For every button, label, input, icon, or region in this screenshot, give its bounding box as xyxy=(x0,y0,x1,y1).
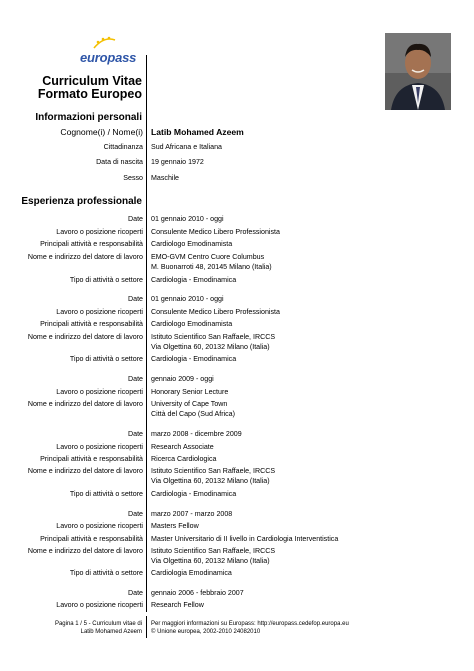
exp-value: EMO-GVM Centro Cuore Columbus xyxy=(151,253,265,261)
exp-value: Cardiologia - Emodinamica xyxy=(151,355,237,363)
exp-label: Lavoro o posizione ricoperti xyxy=(56,388,143,396)
exp-label: Date xyxy=(128,375,143,383)
exp-label: Lavoro o posizione ricoperti xyxy=(56,443,143,451)
exp-label: Date xyxy=(128,295,143,303)
personal-row-label: Cittadinanza xyxy=(103,143,143,151)
personal-row-label: Sesso xyxy=(123,174,143,182)
exp-value: 01 gennaio 2010 - oggi xyxy=(151,295,224,303)
exp-value: M. Buonarroti 48, 20145 Milano (Italia) xyxy=(151,263,272,271)
exp-value: Istituto Scientifico San Raffaele, IRCCS xyxy=(151,333,276,341)
exp-value: Honorary Senior Lecture xyxy=(151,388,229,396)
exp-value: Via Olgettina 60, 20132 Milano (Italia) xyxy=(151,477,270,485)
personal-row-label: Data di nascita xyxy=(96,158,143,166)
exp-value: Master Universitario di II livello in Cardiologia Interventistica xyxy=(151,535,339,543)
exp-label: Date xyxy=(128,215,143,223)
exp-label: Lavoro o posizione ricoperti xyxy=(56,228,143,236)
exp-value: 01 gennaio 2010 - oggi xyxy=(151,215,224,223)
exp-label: Tipo di attività o settore xyxy=(69,355,143,363)
exp-label: Date xyxy=(128,589,143,597)
personal-row-value: Maschile xyxy=(151,174,179,182)
exp-value: Masters Fellow xyxy=(151,522,199,530)
exp-value: Research Fellow xyxy=(151,601,204,609)
exp-value: Consulente Medico Libero Professionista xyxy=(151,308,280,316)
exp-label: Nome e indirizzo del datore di lavoro xyxy=(27,333,143,341)
exp-label: Tipo di attività o settore xyxy=(69,276,143,284)
exp-value: Istituto Scientifico San Raffaele, IRCCS xyxy=(151,547,276,555)
profile-photo xyxy=(385,33,451,110)
exp-label: Nome e indirizzo del datore di lavoro xyxy=(27,547,143,555)
exp-value: Research Associate xyxy=(151,443,214,451)
exp-value: Cardiologia Emodinamica xyxy=(151,569,232,577)
exp-label: Nome e indirizzo del datore di lavoro xyxy=(27,400,143,408)
footer-page-line1: Pagina 1 / 5 - Curriculum vitae di xyxy=(54,621,142,627)
footer-copyright: © Unione europea, 2002-2010 24082010 xyxy=(151,629,261,635)
exp-value: Via Olgettina 60, 20132 Milano (Italia) xyxy=(151,343,270,351)
logo-text-pass: pass xyxy=(107,50,137,65)
exp-label: Lavoro o posizione ricoperti xyxy=(56,601,143,609)
exp-value: University of Cape Town xyxy=(151,400,228,408)
logo-text-euro: euro xyxy=(80,50,108,65)
exp-value: Ricerca Cardiologica xyxy=(151,455,217,463)
exp-label: Principali attività e responsabilità xyxy=(40,455,143,463)
exp-label: Principali attività e responsabilità xyxy=(40,535,143,543)
footer-europass-link[interactable]: Per maggiori informazioni su Europass: http://europass.cedefop.europa.eu xyxy=(151,621,349,627)
exp-value: marzo 2007 - marzo 2008 xyxy=(151,510,233,518)
exp-label: Lavoro o posizione ricoperti xyxy=(56,522,143,530)
exp-value: Consulente Medico Libero Professionista xyxy=(151,228,280,236)
exp-label: Tipo di attività o settore xyxy=(69,490,143,498)
exp-value: Via Olgettina 60, 20132 Milano (Italia) xyxy=(151,557,270,565)
exp-label: Date xyxy=(128,430,143,438)
exp-value: Istituto Scientifico San Raffaele, IRCCS xyxy=(151,467,276,475)
stars-icon xyxy=(92,36,116,50)
footer-page-line2: Latib Mohamed Azeem xyxy=(80,629,142,635)
exp-value: gennaio 2009 - oggi xyxy=(151,375,214,383)
exp-value: Cardiologia - Emodinamica xyxy=(151,276,237,284)
exp-value: Cardiologia - Emodinamica xyxy=(151,490,237,498)
personal-row-value: Sud Africana e Italiana xyxy=(151,143,222,151)
exp-value: Città del Capo (Sud Africa) xyxy=(151,410,235,418)
exp-label: Date xyxy=(128,510,143,518)
footer-europass-info xyxy=(151,620,349,636)
cv-title-line1: Curriculum Vitae xyxy=(42,74,142,88)
exp-value: marzo 2008 - dicembre 2009 xyxy=(151,430,242,438)
europass-logo xyxy=(80,36,144,72)
footer-divider xyxy=(146,616,147,638)
personal-row-value: 19 gennaio 1972 xyxy=(151,158,204,166)
exp-label: Principali attività e responsabilità xyxy=(40,240,143,248)
exp-label: Nome e indirizzo del datore di lavoro xyxy=(27,253,143,261)
exp-label: Tipo di attività o settore xyxy=(69,569,143,577)
name-label: Cognome(i) / Nome(i) xyxy=(60,127,143,137)
exp-label: Nome e indirizzo del datore di lavoro xyxy=(27,467,143,475)
cv-title xyxy=(38,75,142,101)
section-personal-info: Informazioni personali xyxy=(35,112,142,123)
exp-value: Cardiologo Emodinamista xyxy=(151,240,233,248)
section-experience: Esperienza professionale xyxy=(21,196,142,207)
column-divider xyxy=(146,55,147,612)
exp-label: Principali attività e responsabilità xyxy=(40,320,143,328)
exp-label: Lavoro o posizione ricoperti xyxy=(56,308,143,316)
exp-value: Cardiologo Emodinamista xyxy=(151,320,233,328)
footer-page-info xyxy=(55,620,142,636)
cv-title-line2: Formato Europeo xyxy=(37,87,142,101)
exp-value: gennaio 2006 - febbraio 2007 xyxy=(151,589,244,597)
name-value: Latib Mohamed Azeem xyxy=(151,127,244,137)
